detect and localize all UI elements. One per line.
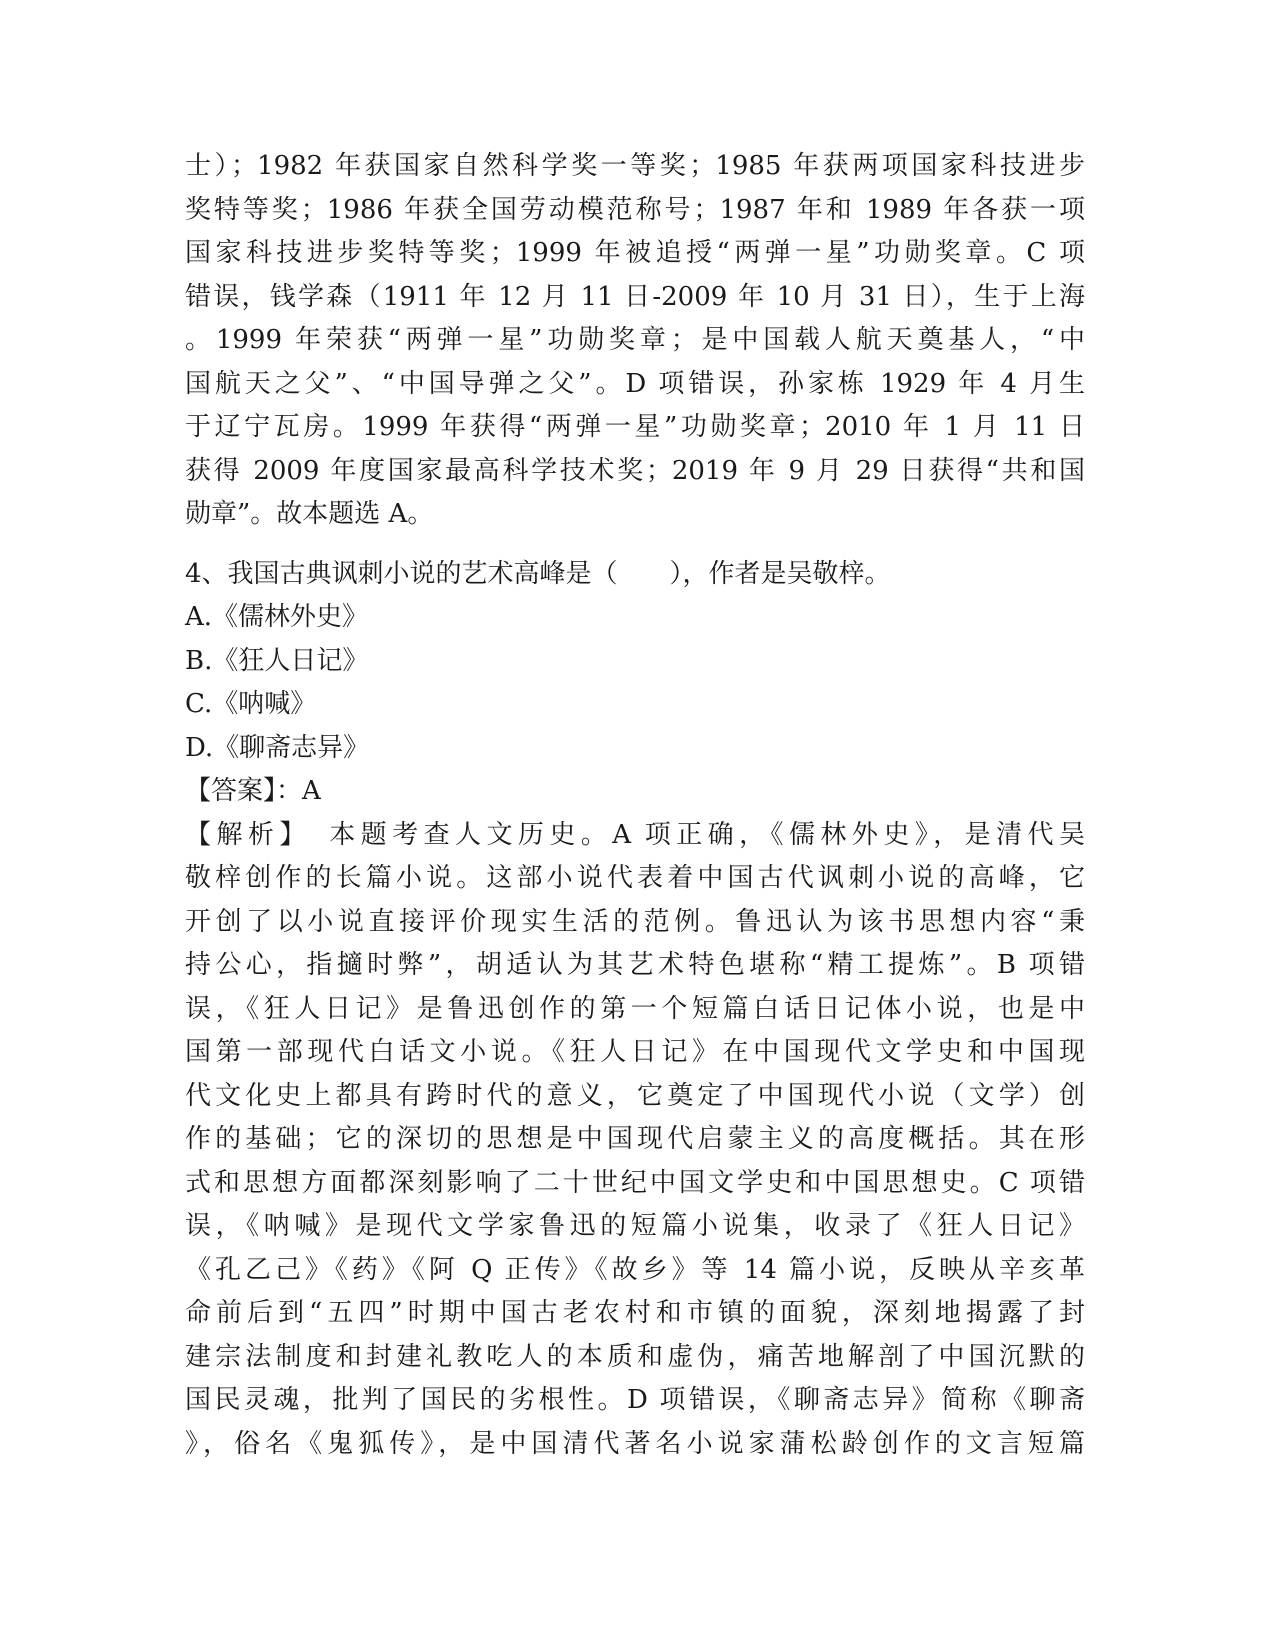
text-line: 。1999 年荣获“两弹一星”功勋奖章；是中国载人航天奠基人，“中: [185, 325, 1085, 355]
text-line: 代文化史上都具有跨时代的意义，它奠定了中国现代小说（文学）创: [185, 1080, 1085, 1111]
text-line: 开创了以小说直接评价现实生活的范例。鲁迅认为该书思想内容“秉: [185, 906, 1085, 937]
text-line: 勋章”。故本题选 A。: [185, 499, 434, 529]
text-line: 命前后到“五四”时期中国古老农村和市镇的面貌，深刻地揭露了封: [185, 1298, 1085, 1328]
spacer: [185, 537, 1085, 553]
option-a: A.《儒林外史》: [185, 602, 369, 632]
document-content: [185, 145, 1085, 1466]
text-line: 持公心，指擿时弊”，胡适认为其艺术特色堪称“精工提炼”。B 项错: [185, 950, 1085, 980]
question-block: [185, 553, 1085, 1467]
text-line: 《孔乙己》《药》《阿 Q 正传》《故乡》等 14 篇小说，反映从辛亥革: [185, 1254, 1085, 1285]
text-line: 建宗法制度和封建礼教吃人的本质和虚伪，痛苦地解剖了中国沉默的: [185, 1341, 1085, 1372]
text-line: 国家科技进步奖特等奖；1999 年被追授“两弹一星”功勋奖章。C 项: [185, 238, 1085, 268]
text-line: 》，俗名《鬼狐传》，是中国清代著名小说家蒲松龄创作的文言短篇: [185, 1428, 1085, 1459]
text-line: 作的基础；它的深切的思想是中国现代启蒙主义的高度概括。其在形: [185, 1124, 1085, 1154]
text-line: 获得 2009 年度国家最高科学技术奖；2019 年 9 月 29 日获得“共和国: [185, 455, 1085, 486]
text-line: 错误，钱学森（1911 年 12 月 11 日-2009 年 10 月 31 日），生于上海: [185, 281, 1085, 312]
question-stem: 4、我国古典讽刺小说的艺术高峰是（ ），作者是吴敬梓。: [185, 558, 891, 589]
text-line: 敬梓创作的长篇小说。这部小说代表着中国古代讽刺小说的高峰，它: [185, 863, 1085, 893]
previous-explanation: [185, 145, 1085, 537]
option-b: B.《狂人日记》: [185, 645, 369, 676]
text-line: 奖特等奖；1986 年获全国劳动模范称号；1987 年和 1989 年各获一项: [185, 194, 1085, 225]
text-line: 误，《狂人日记》是鲁迅创作的第一个短篇白话日记体小说，也是中: [185, 993, 1085, 1024]
option-d: D.《聊斋志异》: [185, 732, 370, 763]
text-line: 国民灵魂，批判了国民的劣根性。D 项错误，《聊斋志异》简称《聊斋: [185, 1385, 1085, 1415]
text-line: 式和思想方面都深刻影响了二十世纪中国文学史和中国思想史。C 项错: [185, 1167, 1085, 1198]
text-line: 【解析】 本题考查人文历史。A 项正确，《儒林外史》，是清代吴: [185, 819, 1085, 850]
text-line: 误，《呐喊》是现代文学家鲁迅的短篇小说集，收录了《狂人日记》: [185, 1211, 1085, 1241]
text-line: 士）；1982 年获国家自然科学奖一等奖；1985 年获两项国家科技进步: [185, 151, 1085, 181]
explanation: [185, 814, 1085, 1467]
option-c: C.《呐喊》: [185, 689, 317, 719]
text-line: 国航天之父”、“中国导弹之父”。D 项错误，孙家栋 1929 年 4 月生: [185, 368, 1085, 399]
text-line: 于辽宁瓦房。1999 年获得“两弹一星”功勋奖章；2010 年 1 月 11 日: [185, 412, 1085, 442]
answer-line: 【答案】：A: [185, 776, 321, 806]
text-line: 国第一部现代白话文小说。《狂人日记》在中国现代文学史和中国现: [185, 1037, 1085, 1067]
